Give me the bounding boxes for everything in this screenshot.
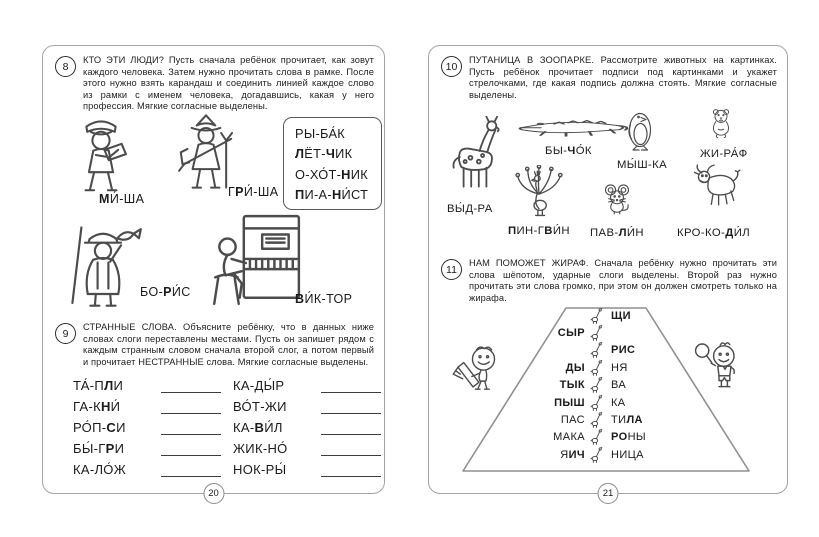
giraffe-caption [447,203,493,215]
answer-blank[interactable] [321,462,381,477]
letters: И́Н [552,225,570,237]
letters: МАКА [553,431,585,444]
letters: ИК [350,166,368,182]
exercise-10-number-badge: 10 [441,56,462,77]
giraffe-mini-icon [589,395,606,411]
page-number-left: 20 [203,483,224,504]
hunter-name-label [228,185,278,199]
bull-caption [677,227,750,239]
pianist-name-label [295,292,352,306]
highlighted-letters: П [508,225,517,237]
scrambled-word-row [233,435,381,456]
answer-blank[interactable] [321,378,381,393]
scrambled-word-row [73,393,221,414]
exercise-9-instruction: СТРАННЫЕ СЛОВА. Объясните ребёнку, что в данных ниже словах слоги переставлены местами. Пусть он запишет рядом с каждым странным словом сначала второй слог, а потом первый и прочитает НЕСТРАННЫЕ слова. Мягкие согласные выделены. [83,322,374,367]
scrambled-word-row [233,372,381,393]
pyramid-row [515,324,681,341]
letters: И [114,441,125,456]
syllable-left [515,362,585,374]
peacock-illustration [511,164,567,222]
right-page [428,45,788,499]
exercise-11-header [441,258,777,304]
pencil-boy-illustration [451,329,509,417]
highlighted-letters: ЩИ [611,309,631,322]
scrambled-word [233,399,309,414]
highlighted-letters: Р [163,285,172,299]
pyramid-row [515,429,681,446]
letters: И [116,420,126,435]
highlighted-letters: Л [295,146,305,162]
letters: ГА-К [73,399,101,414]
letters: КА- [233,420,255,435]
syllable-left [515,431,585,443]
highlighted-letters: ЛА [626,414,643,427]
otter-illustration [699,106,743,146]
letters: ТА́-П [73,378,105,393]
letters: ВЫ́Д-РА [447,203,493,215]
scrambled-word [233,378,309,393]
highlighted-letters: ТЫК [559,379,585,392]
letters: О́К [575,145,592,157]
syllable-right [606,362,681,374]
letters: Я [560,448,569,461]
exercise-9-number-badge: 9 [55,323,76,344]
bull-illustration [675,164,751,220]
pilot-name-label [99,192,144,206]
pyramid-row [515,411,681,428]
syllable-left [515,414,585,426]
fisherman-name-label [140,285,191,299]
letters: ЖИ-РА́Ф [700,148,748,160]
syllable-left [515,327,585,339]
hunter-illustration [159,112,253,196]
letters: ВА [611,379,627,392]
syllable-right [606,310,681,322]
letters: ПАС [560,414,585,427]
penguin-illustration [615,104,665,154]
highlighted-letters: Ч [567,145,576,157]
scrambled-word [233,420,309,435]
highlighted-letters: Р [235,185,244,199]
fisherman-illustration [53,222,153,312]
answer-blank[interactable] [161,420,221,435]
highlighted-letters: В [295,292,305,306]
pyramid-row [515,446,681,463]
highlighted-letters: Д [725,227,734,239]
syllable-left [515,449,585,461]
giraffe-illustration [437,106,513,202]
highlighted-letters: Ч [325,146,336,162]
highlighted-letters: Н [331,186,342,202]
scrambled-word [73,378,149,393]
giraffe-mini-icon [589,325,606,341]
letters: И́ [110,399,121,414]
highlighted-letters: П [295,186,305,202]
pyramid-row [515,394,681,411]
scrambled-word-row [233,393,381,414]
syllable-left [515,379,585,391]
syllable-right [606,379,681,391]
letters: И́-ША [243,185,279,199]
profession-word-box [283,117,382,210]
answer-blank[interactable] [321,441,381,456]
exercise-8-number-badge: 8 [55,56,76,77]
syllable-right [606,431,681,443]
giraffe-mini-icon [589,412,606,428]
letters: И́Л [733,227,751,239]
highlighted-letters: В [254,420,265,435]
letters: ВО́Т-ЖИ [233,399,287,414]
profession-word [295,167,373,183]
pyramid-row [515,307,681,324]
letters: И́Л [264,420,283,435]
giraffe-mini-icon [589,447,606,463]
left-page [42,45,385,499]
profession-word [295,126,373,142]
syllable-pyramid [515,307,681,464]
letters: О-ХО́Т- [295,166,342,182]
highlighted-letters: ИЧ [568,448,585,461]
letters: КРО-КО- [677,227,726,239]
letters: БЫ́-Г [73,441,106,456]
giraffe-mini-icon [589,377,606,393]
letters: ЁТ- [304,146,326,162]
exercise-9-header [55,322,374,368]
giraffe-mini-icon [589,342,606,358]
scrambled-word [233,441,309,456]
profession-word [295,146,373,162]
mouse-illustration [593,178,641,224]
highlighted-letters: Р [105,441,115,456]
syllable-right [606,397,681,409]
scrambled-word [73,441,149,456]
scrambled-word [73,420,149,435]
exercise-8-instruction: КТО ЭТИ ЛЮДИ? Пусть сначала ребёнок прочитает, как зовут каждого человека. Затем нужно прочитать слова в рамке. После этого нужно взять карандаш и соединить линией каждое слово из рамки с именем человека, догадавшись, какая у него профессия. Мягкие согласные выделены. [83,55,374,112]
letters: НЯ [611,361,628,374]
letters: И́К-ТОР [304,292,353,306]
scrambled-word-row [73,435,221,456]
letters: И́СТ [341,186,369,202]
answer-blank[interactable] [161,462,221,477]
scrambled-word-row [73,414,221,435]
highlighted-letters: Н [341,166,351,182]
pyramid-row [515,377,681,394]
pyramid-row [515,359,681,376]
scrambled-word [73,399,149,414]
otter-caption [700,148,748,160]
exercise-10-instruction: ПУТАНИЦА В ЗООПАРКЕ. Рассмотрите животных на картинках. Пусть ребёнок прочитает подписи под картинками и укажет стрелочками, где какая подпись должна стоять. Мягкие согласные выделены. [469,55,777,100]
giraffe-mini-icon [589,308,606,324]
mouse-caption [590,227,644,239]
syllable-right [606,414,681,426]
letters: МЫ́Ш-КА [617,159,668,171]
giraffe-mini-icon [589,429,606,445]
answer-blank[interactable] [321,420,381,435]
scrambled-word-row [233,456,381,477]
letters: КА-ДЫ́Р [233,378,285,393]
highlighted-letters: В [544,225,553,237]
letters: И́-ША [109,192,145,206]
penguin-caption [617,159,667,171]
scrambled-words-column-1 [73,372,221,477]
peacock-caption [508,225,570,237]
crocodile-caption [545,145,592,157]
scrambled-word [233,462,309,477]
answer-blank[interactable] [161,399,221,414]
highlighted-letters: Л [104,378,114,393]
letters: РО́П- [73,420,107,435]
scrambled-word-row [73,372,221,393]
scrambled-words-column-2 [233,372,381,477]
giraffe-mini-icon [589,360,606,376]
highlighted-letters: Н [100,399,111,414]
scrambled-word-row [73,456,221,477]
highlighted-letters: ДЫ [565,361,585,374]
syllable-left [515,397,585,409]
highlighted-letters: ПЫШ [554,396,585,409]
letters: И [113,378,124,393]
pyramid-row [515,342,681,359]
crocodile-illustration [515,108,631,146]
answer-blank[interactable] [161,378,221,393]
letters: И-А- [304,186,332,202]
highlighted-letters: Л [618,227,627,239]
letters: БЫ- [545,145,568,157]
letters: Г [228,185,236,199]
exercise-10-header [441,55,777,101]
letters: НОК-РЫ́ [233,462,287,477]
pilot-illustration [53,112,149,198]
answer-blank[interactable] [321,399,381,414]
letters: ЖИК-НО́ [233,441,288,456]
page-number-right: 21 [598,483,619,504]
letters: КА [611,396,626,409]
letters: РЫ-БА́К [295,126,346,141]
scrambled-word-row [233,414,381,435]
letters: ИН-Г [516,225,545,237]
letters: ТИ [611,414,627,427]
letters: БО- [140,285,164,299]
highlighted-letters: РО [611,431,628,444]
highlighted-letters: РИС [611,344,636,357]
syllable-right [606,344,681,356]
profession-word [295,187,373,203]
letters: ИК [335,146,353,162]
letters: КА-ЛО́Ж [73,462,127,477]
letters: ПАВ- [590,227,619,239]
exercise-8-header [55,55,374,113]
letters: И́Н [626,227,644,239]
highlighted-letters: С [106,420,117,435]
scrambled-word [73,462,149,477]
highlighted-letters: СЫР [557,327,585,340]
magnifier-kid-illustration [689,329,749,413]
highlighted-letters: М [99,192,110,206]
exercise-11-instruction: НАМ ПОМОЖЕТ ЖИРАФ. Сначала ребёнку нужно прочитать эти слова шёпотом, ударные слоги выделены. Второй раз нужно прочитать эти слова громко, при этом он должен смотреть только на жирафа. [469,258,777,303]
letters: НИЦА [611,448,644,461]
letters: НЫ [627,431,647,444]
letters: И́С [171,285,191,299]
exercise-11-number-badge: 11 [441,259,462,280]
answer-blank[interactable] [161,441,221,456]
syllable-right [606,449,681,461]
